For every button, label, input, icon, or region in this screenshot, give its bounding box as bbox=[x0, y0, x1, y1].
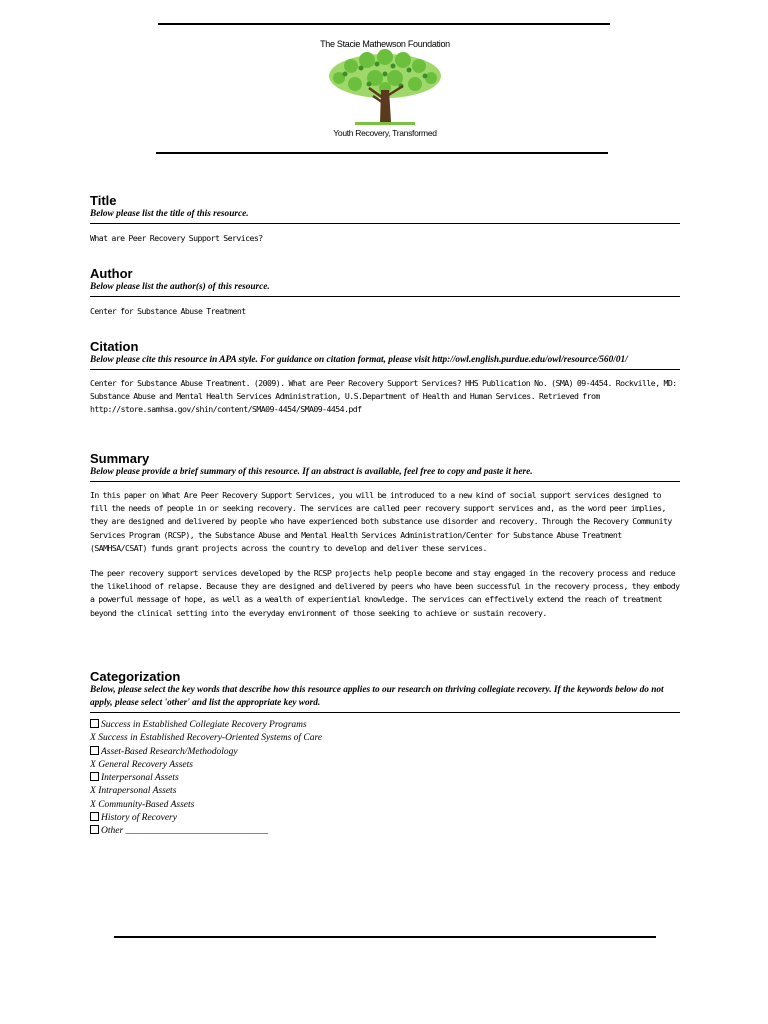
checkbox-icon[interactable] bbox=[90, 746, 99, 755]
keyword-item[interactable]: Success in Established Collegiate Recovery Programs bbox=[90, 719, 680, 732]
summary-section bbox=[90, 451, 680, 632]
author-instruction: Below please list the author(s) of this resource. bbox=[90, 282, 270, 292]
keyword-item[interactable]: History of Recovery bbox=[90, 812, 680, 825]
x-mark-icon: X bbox=[90, 786, 99, 797]
summary-divider bbox=[90, 481, 680, 482]
citation-divider bbox=[90, 369, 680, 370]
author-value: Center for Substance Abuse Treatment bbox=[90, 306, 246, 316]
summary-instruction: Below please provide a brief summary of this resource. If an abstract is available, feel free to copy and paste it here. bbox=[90, 467, 533, 477]
summary-paragraph-1: In this paper on What Are Peer Recovery Support Services, you will be introduced to a new kind of social support services designed to fill the needs of people in or seeking recovery. The services are called peer recovery support services and, as the word peer implies, they are designed and delivered by people who have experienced both substance use disorder and recovery. Through the Recovery Community Services Program (RCSP), the Substance Abuse and Mental Health Services Administration/Center for Substance Abuse Treatment (SAMHSA/CSAT) funds grant projects across the country to develop and deliver these services. bbox=[90, 490, 672, 553]
keyword-item[interactable]: X Community-Based Assets bbox=[90, 799, 195, 810]
author-heading: Author bbox=[90, 266, 133, 281]
keyword-item[interactable]: Other ______________________________ bbox=[90, 825, 680, 838]
header-bottom-rule bbox=[156, 152, 608, 154]
citation-heading: Citation bbox=[90, 339, 139, 354]
checkbox-icon[interactable] bbox=[90, 812, 99, 821]
foundation-logo bbox=[320, 36, 450, 146]
header-top-rule bbox=[158, 23, 610, 25]
checkbox-icon[interactable] bbox=[90, 772, 99, 781]
citation-section bbox=[90, 339, 680, 417]
keyword-item[interactable]: Asset-Based Research/Methodology bbox=[90, 746, 680, 759]
tree-icon bbox=[325, 48, 445, 128]
x-mark-icon: X bbox=[90, 759, 99, 770]
title-heading: Title bbox=[90, 193, 117, 208]
checkbox-icon[interactable] bbox=[90, 825, 99, 834]
title-value: What are Peer Recovery Support Services? bbox=[90, 233, 263, 243]
keyword-item[interactable]: X Success in Established Recovery-Oriented Systems of Care bbox=[90, 733, 323, 744]
x-mark-icon: X bbox=[90, 733, 99, 744]
checkbox-icon[interactable] bbox=[90, 719, 99, 728]
categorization-heading: Categorization bbox=[90, 669, 181, 684]
citation-instruction: Below please cite this resource in APA style. For guidance on citation format, please visit http://owl.english.purdue.edu/owl/resource/560/01/ bbox=[90, 355, 628, 365]
logo-org-name: The Stacie Mathewson Foundation bbox=[320, 39, 450, 49]
keyword-item[interactable]: Interpersonal Assets bbox=[90, 772, 680, 785]
logo-tagline: Youth Recovery, Transformed bbox=[333, 128, 437, 138]
citation-value: Center for Substance Abuse Treatment. (2009). What are Peer Recovery Support Services? HHS Publication No. (SMA) 09-4454. Rockville, MD: Substance Abuse and Mental Health Services Administration, U.S.Department of Health and Human Services. Retrieved from http://store.samhsa.gov/shin/content/SMA09-4454/SMA09-4454.pdf bbox=[90, 378, 677, 415]
categorization-instruction: Below, please select the key words that describe how this resource applies to our research on thriving collegiate recovery. If the keywords below do not apply, please select 'other' and list the appropriate key word. bbox=[90, 685, 664, 708]
keyword-item[interactable]: X Intrapersonal Assets bbox=[90, 786, 177, 797]
keyword-list bbox=[90, 719, 680, 839]
categorization-section bbox=[90, 669, 680, 839]
title-instruction: Below please list the title of this resource. bbox=[90, 209, 249, 219]
summary-paragraph-2: The peer recovery support services developed by the RCSP projects help people become and stay engaged in the recovery process and reduce the likelihood of relapse. Because they are designed and delivered by peers who have been successful in the recovery process, they embody a powerful message of hope, as well as a wealth of experiential knowledge. The services can effectively extend the reach of treatment beyond the clinical setting into the everyday environment of those seeking to achieve or sustain recovery. bbox=[90, 568, 680, 618]
summary-heading: Summary bbox=[90, 451, 150, 466]
author-section bbox=[90, 266, 680, 318]
author-divider bbox=[90, 296, 680, 297]
title-section bbox=[90, 193, 680, 245]
keyword-item[interactable]: X General Recovery Assets bbox=[90, 759, 193, 770]
categorization-divider bbox=[90, 712, 680, 713]
title-divider bbox=[90, 223, 680, 224]
x-mark-icon: X bbox=[90, 799, 99, 810]
footer-rule bbox=[114, 936, 656, 938]
